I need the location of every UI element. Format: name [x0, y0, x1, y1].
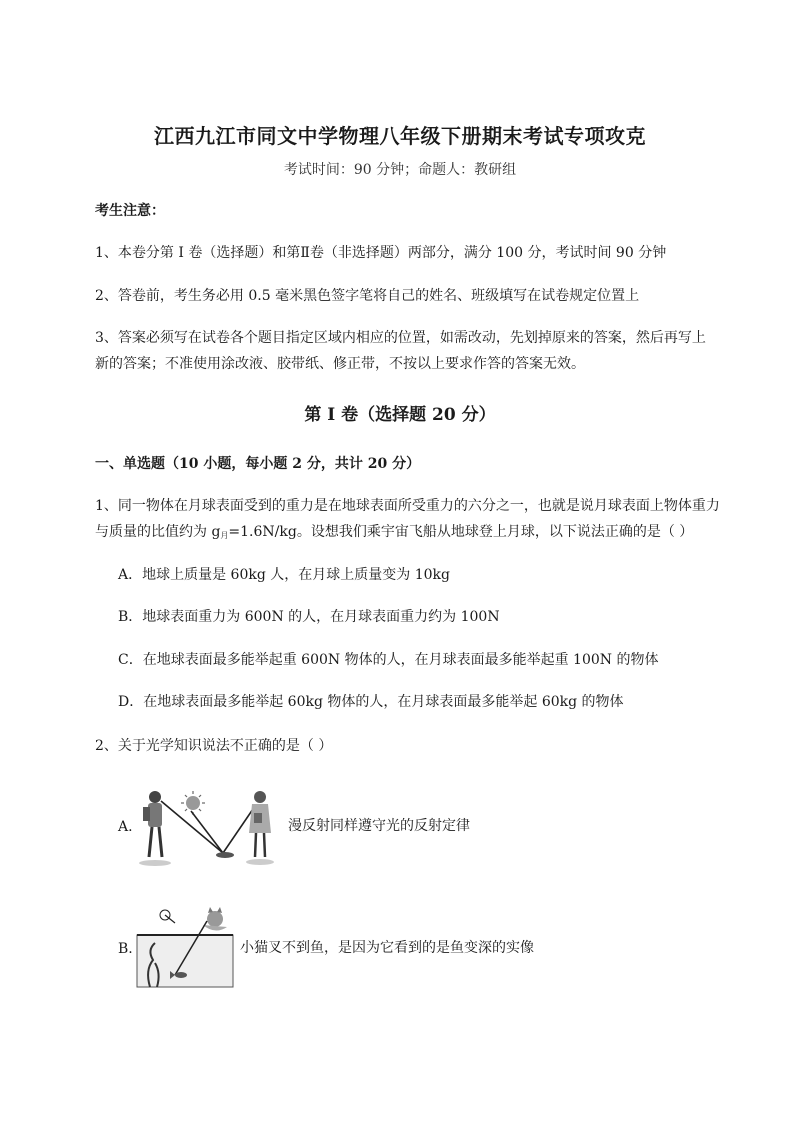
question-1-option-a: A．地球上质量是 60kg 人，在月球上质量变为 10kg: [118, 567, 450, 583]
notice-heading: 考生注意：: [95, 203, 165, 219]
question-1-option-d: D．在地球表面最多能举起 60kg 物体的人，在月球表面最多能举起 60kg 的物体: [118, 694, 624, 710]
question-2-stem: 2、关于光学知识说法不正确的是（ ）: [95, 738, 333, 754]
question-1-stem-line1: 1、同一物体在月球表面受到的重力是在地球表面所受重力的六分之一，也就是说月球表面上物体重力: [95, 498, 720, 514]
subscript-moon: 月: [220, 531, 229, 540]
question-2-option-a-label: A.: [118, 819, 133, 835]
question-1-option-b: B．地球表面重力为 600N 的人，在月球表面重力约为 100N: [118, 609, 500, 625]
section-title: 第 I 卷（选择题 20 分）: [304, 405, 496, 425]
cat-fishing-illustration: [135, 905, 235, 990]
exam-info: 考试时间：90 分钟；命题人：教研组: [283, 162, 517, 178]
notice-item-3: 3、答案必须写在试卷各个题目指定区域内相应的位置，如需改动，先划掉原来的答案，然后再写上新的答案；不准使用涂改液、胶带纸、修正带，不按以上要求作答的答案无效。: [95, 330, 706, 372]
question-2-option-a-text: 漫反射同样遵守光的反射定律: [288, 818, 470, 834]
question-2-option-b-label: B.: [118, 941, 133, 957]
part-heading: 一、单选题（10 小题，每小题 2 分，共计 20 分）: [95, 456, 421, 472]
notice-item-1: 1、本卷分第 I 卷（选择题）和第Ⅱ卷（非选择题）两部分，满分 100 分，考试时间 90 分钟: [95, 245, 667, 261]
page-title: 江西九江市同文中学物理八年级下册期末考试专项攻克: [154, 124, 646, 148]
question-2-option-b-text: 小猫叉不到鱼，是因为它看到的是鱼变深的实像: [240, 940, 534, 956]
diffuse-reflection-illustration: [135, 785, 285, 870]
notice-item-2: 2、答卷前，考生务必用 0.5 毫米黑色签字笔将自己的姓名、班级填写在试卷规定位置上: [95, 288, 640, 304]
question-1-stem-line2: 与质量的比值约为 $g_月=1.6N/kg$。设想我们乘宇宙飞船从地球登上月球，以下说法正确的是（ ）: [95, 524, 694, 540]
question-1-option-c: C．在地球表面最多能举起重 600N 物体的人，在月球表面最多能举起重 100N 的物体: [118, 652, 659, 668]
